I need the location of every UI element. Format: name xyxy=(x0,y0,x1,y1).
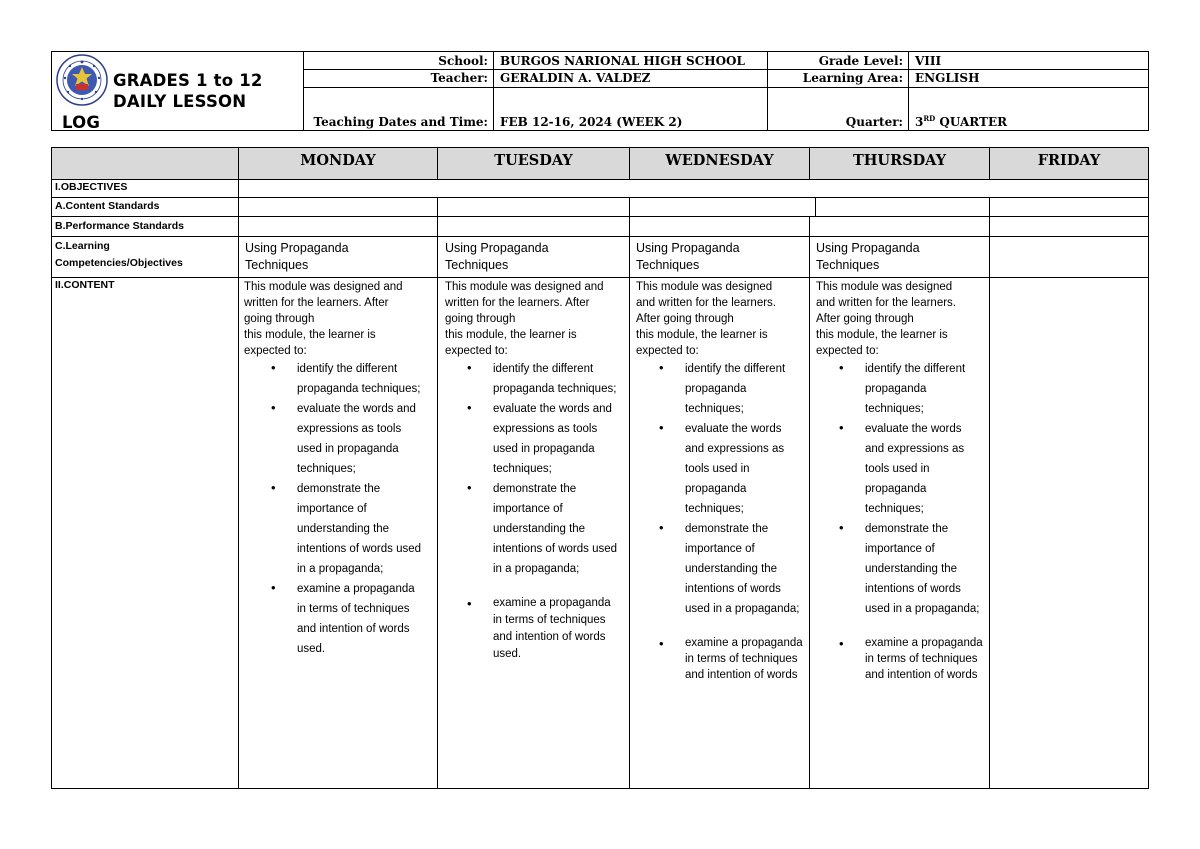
school-label: School: xyxy=(438,54,488,68)
learning-area-label: Learning Area: xyxy=(802,71,903,85)
school-value: BURGOS NARIONAL HIGH SCHOOL xyxy=(500,54,745,68)
quarter-label: Quarter: xyxy=(845,115,903,129)
teacher-value: GERALDIN A. VALDEZ xyxy=(500,71,651,85)
objective-bullet: • evaluate the words and expressions as tools used in propaganda techniques; xyxy=(297,399,422,479)
teacher-label: Teacher: xyxy=(430,71,488,85)
content-thursday: This module was designed and written for the learners. After going through this module, the learner is expected to: • identify the different propaganda techniques; • evaluate the words and expressions as tools used in propaganda techniques; • demonstrate the importance of understanding the intentions of words used in a propaganda; • examine a propaganda in terms of techniques and intention of words xyxy=(816,279,988,683)
row-label-competencies-1: C.Learning xyxy=(55,240,110,252)
objective-bullet: • demonstrate the importance of understanding the intentions of words used in a propaganda; xyxy=(493,479,618,579)
row-label-content: II.CONTENT xyxy=(55,279,115,291)
content-wednesday: This module was designed and written for the learners. After going through this module, the learner is expected to: • identify the different propaganda techniques; • evaluate the words and expressions as tools used in propaganda techniques; • demonstrate the importance of understanding the intentions of words used in a propaganda; • examine a propaganda in terms of techniques and intention of words xyxy=(636,279,808,683)
grade-level-label: Grade Level: xyxy=(818,54,903,68)
col-divider xyxy=(809,216,810,788)
day-header-wednesday: WEDNESDAY xyxy=(665,152,774,169)
learning-area-value: ENGLISH xyxy=(915,71,980,85)
row-divider xyxy=(52,277,1148,278)
row-label-performance-standards: B.Performance Standards xyxy=(55,220,184,232)
objective-bullet: • demonstrate the importance of understanding the intentions of words used in a propaganda; xyxy=(865,519,983,619)
col-divider xyxy=(629,197,630,788)
objective-bullet: • evaluate the words and expressions as tools used in propaganda techniques; xyxy=(493,399,618,479)
quarter-value: 3RD QUARTER xyxy=(915,115,1008,129)
competency-tuesday: Using Propaganda Techniques xyxy=(445,241,549,272)
teaching-dates-value: FEB 12-16, 2024 (WEEK 2) xyxy=(500,115,683,129)
content-tuesday: This module was designed and written for the learners. After going through this module, the learner is expected to: • identify the different propaganda techniques; • evaluate the words and expressions as tools used in propaganda techniques; • demonstrate the importance of understanding the intentions of words used in a propaganda; • examine a propaganda in terms of techniques and intention of words used. xyxy=(445,279,627,663)
objective-bullet: • evaluate the words and expressions as tools used in propaganda techniques; xyxy=(685,419,803,519)
row-divider xyxy=(52,197,1148,198)
dll-title-line-3: LOG xyxy=(62,113,101,132)
col-divider xyxy=(989,197,990,788)
objective-bullet: • demonstrate the importance of understanding the intentions of words used in a propaganda; xyxy=(685,519,803,619)
day-header-monday: MONDAY xyxy=(300,152,376,169)
objective-bullet: • identify the different propaganda techniques; xyxy=(297,359,422,399)
objective-bullet: • identify the different propaganda techniques; xyxy=(865,359,983,419)
objective-bullet: • demonstrate the importance of understanding the intentions of words used in a propaganda; xyxy=(297,479,422,579)
col-divider xyxy=(815,197,816,217)
row-divider xyxy=(52,236,1148,237)
objective-bullet: • identify the different propaganda techniques; xyxy=(493,359,618,399)
col-divider xyxy=(238,148,239,788)
header-row-divider xyxy=(303,87,1148,88)
grade-level-value: VIII xyxy=(915,54,942,68)
competency-wednesday: Using Propaganda Techniques xyxy=(636,241,740,272)
objective-bullet: • examine a propaganda in terms of techniques and intention of words xyxy=(685,635,803,683)
objective-bullet: • examine a propaganda in terms of techniques and intention of words used. xyxy=(493,595,618,663)
col-divider xyxy=(437,197,438,788)
objective-bullet: • examine a propaganda in terms of techniques and intention of words used. xyxy=(297,579,422,659)
day-header-friday: FRIDAY xyxy=(1037,152,1101,169)
row-divider xyxy=(52,216,1148,217)
title-cell xyxy=(52,52,304,130)
objective-bullet: • examine a propaganda in terms of techniques and intention of words xyxy=(865,635,983,683)
day-header-tuesday: TUESDAY xyxy=(494,152,573,169)
dll-title-line-1: GRADES 1 to 12 xyxy=(113,71,263,90)
row-label-competencies-2: Competencies/Objectives xyxy=(55,257,183,269)
competency-monday: Using Propaganda Techniques xyxy=(245,241,349,272)
lesson-log-table xyxy=(51,147,1149,789)
competency-thursday: Using Propaganda Techniques xyxy=(816,241,920,272)
teaching-dates-label: Teaching Dates and Time: xyxy=(313,115,488,129)
dll-title-line-2: DAILY LESSON xyxy=(113,92,247,111)
deped-seal-icon xyxy=(56,54,108,106)
row-label-content-standards: A.Content Standards xyxy=(55,200,160,212)
header-table xyxy=(51,51,1149,131)
objective-bullet: • identify the different propaganda techniques; xyxy=(685,359,803,419)
day-header-thursday: THURSDAY xyxy=(852,152,947,169)
content-monday: This module was designed and written for the learners. After going through this module, the learner is expected to: • identify the different propaganda techniques; • evaluate the words and expressions as tools used in propaganda techniques; • demonstrate the importance of understanding the intentions of words used in a propaganda; • examine a propaganda in terms of techniques and intention of words used. xyxy=(244,279,434,659)
objective-bullet: • evaluate the words and expressions as tools used in propaganda techniques; xyxy=(865,419,983,519)
row-label-objectives: I.OBJECTIVES xyxy=(55,181,128,193)
